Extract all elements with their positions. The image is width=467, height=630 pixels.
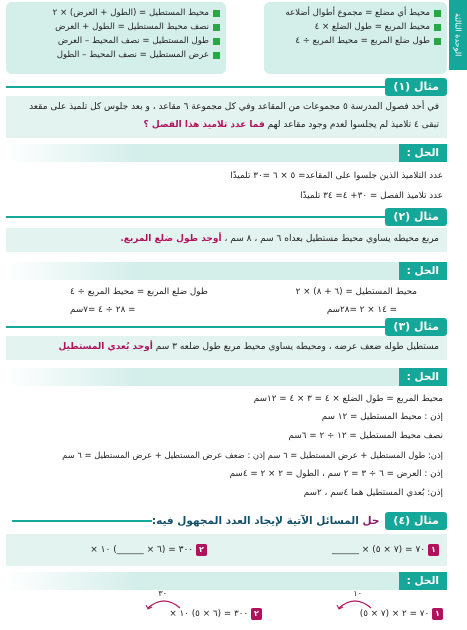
question-text: مستطيل طوله ضعف عرضه ، ومحيطه يساوي محيط مربع طول ضلعه ٣ سم [155, 342, 439, 352]
example-2-solution-header [6, 262, 447, 280]
header-rule [6, 326, 385, 328]
rule-text: طول ضلع المربع = محيط المربع ÷ ٤ [295, 36, 430, 46]
example-3-label: مثال (٣) [385, 318, 447, 336]
rule-item [12, 6, 220, 20]
question-line [14, 116, 439, 134]
example-1-solution-header [6, 144, 447, 162]
answer-2 [169, 608, 262, 620]
example-2-label: مثال (٢) [385, 208, 447, 226]
rule-item [12, 34, 220, 48]
solution-line: إذن: طول المستطيل + عرض المستطيل = ٦ سم إذن : ضعف عرض المستطيل + عرض المستطيل = ٦ سم [62, 450, 443, 460]
header-rule [6, 216, 385, 218]
title-rest: المسائل الآتية لإيجاد العدد المجهول فيه: [151, 515, 359, 527]
problem-number-badge: ٢ [196, 544, 207, 556]
bullet-square-icon [213, 10, 220, 17]
question-line: في أحد فصول المدرسة ٥ مجموعات من المقاعد وفي كل مجموعة ٦ مقاعد ، و بعد جلوس كل تلميذ على مقعد [29, 102, 439, 112]
question-text: مربع محيطه يساوي محيط مستطيل بعداه ٦ سم ، ٨ سم ، [224, 234, 439, 244]
bullet-square-icon [213, 24, 220, 31]
problem-text: ٣٠٠ = (٦ × ______) ١٠ × [90, 545, 194, 555]
solution-line: إذن : محيط المستطيل = ١٢ سم [321, 412, 443, 422]
rectangle-rules-box [6, 2, 226, 74]
example-1-question [6, 96, 447, 138]
example-2-header [6, 208, 447, 226]
solution-line: عدد تلاميذ الفصل = ٣٠+ ٤= ٣٤ تلميذًا [300, 191, 443, 201]
example-1-header [6, 78, 447, 96]
question-text: تبقى ٤ تلاميذ لم يجلسوا لعدم وجود مقاعد لهم [267, 120, 439, 130]
question-highlight: فما عدد تلاميذ هذا الفصل ؟ [143, 120, 265, 130]
rule-item [12, 20, 220, 34]
problem-number-badge: ١ [428, 544, 439, 556]
problem-2 [90, 541, 207, 559]
question-highlight: أوجد بُعدي المستطيل [58, 342, 153, 352]
answer-1-top-value: ١٠ [353, 589, 362, 598]
rule-item [270, 20, 441, 34]
example-3-question [6, 336, 447, 360]
solution-line: عدد التلاميذ الذين جلسوا على المقاعد= ٥ × ٦ =٣٠ تلميذًا [230, 171, 443, 181]
header-rule [12, 520, 152, 522]
question-highlight: أوجد طول ضلع المربع. [120, 234, 222, 244]
answer-number-badge: ١ [432, 608, 443, 620]
problem-text: ٧٠ = (٧ × ٥) × ______ [331, 545, 426, 555]
rule-text: عرض المستطيل = نصف المحيط – الطول [56, 50, 209, 60]
example-4-solution-header [6, 572, 447, 590]
answer-number-badge: ٢ [251, 608, 262, 620]
example-4-label: مثال (٤) [385, 512, 447, 530]
bullet-square-icon [434, 10, 441, 17]
solution-label: الحل : [399, 144, 447, 162]
answer-text: ٧٠ = ٢ × (٧ × ٥) [359, 609, 430, 619]
solution-line: إذن : العرض = ٦ ÷ ٣ = ٢ سم ، الطول = ٢ × ٢ = ٤سم [229, 469, 443, 479]
example-2-question [6, 228, 447, 252]
bullet-square-icon [434, 38, 441, 45]
answer-text: ٣٠٠ = (٦ × ٥) ١٠ × [169, 609, 249, 619]
rule-item [270, 34, 441, 48]
example-3-solution-header [6, 368, 447, 386]
example-4-title [152, 515, 380, 527]
rule-text: محيط المربع = طول الضلع × ٤ [314, 22, 430, 32]
example-4-header [6, 512, 447, 530]
solution-line: طول ضلع المربع = محيط المربع ÷ ٤ [70, 287, 208, 297]
unit-side-tab: الوحدة الثالثة [449, 0, 467, 70]
rule-text: طول المستطيل = نصف المحيط – العرض [57, 36, 209, 46]
rule-text: محيط المستطيل = (الطول + العرض) × ٢ [52, 8, 209, 18]
answer-2-top-value: ٣٠ [158, 589, 167, 598]
solution-label: الحل : [399, 368, 447, 386]
rule-text: نصف محيط المستطيل = الطول + العرض [55, 22, 209, 32]
square-rules-box [264, 2, 447, 74]
bullet-square-icon [213, 52, 220, 59]
problem-1 [332, 541, 439, 559]
rule-item [12, 48, 220, 62]
solution-line: محيط المربع = طول الضلع × ٤ = ٣ × ٤ = ١٢سم [253, 394, 443, 404]
solution-line: = ٢٨ ÷ ٤ =٧سم [70, 305, 136, 315]
title-verb: حل [362, 515, 380, 527]
example-4-problems [6, 534, 447, 566]
bullet-square-icon [434, 24, 441, 31]
solution-line: إذن: بُعدي المستطيل هما ٤سم ، ٢سم [303, 488, 443, 498]
answer-1 [360, 608, 443, 620]
solution-line: = ١٤ × ٢ =٢٨سم [326, 305, 397, 315]
header-rule [6, 86, 385, 88]
example-1-label: مثال (١) [385, 78, 447, 96]
solution-line: محيط المستطيل = (٦ + ٨) × ٢ [295, 287, 417, 297]
bullet-square-icon [213, 38, 220, 45]
example-3-header [6, 318, 447, 336]
solution-label: الحل : [399, 572, 447, 590]
rule-item [270, 6, 441, 20]
rule-text: محيط أي مضلع = مجموع أطوال أضلاعه [285, 8, 430, 18]
solution-line: نصف محيط المستطيل = ١٢ ÷ ٢ = ٦سم [288, 431, 443, 441]
solution-label: الحل : [399, 262, 447, 280]
